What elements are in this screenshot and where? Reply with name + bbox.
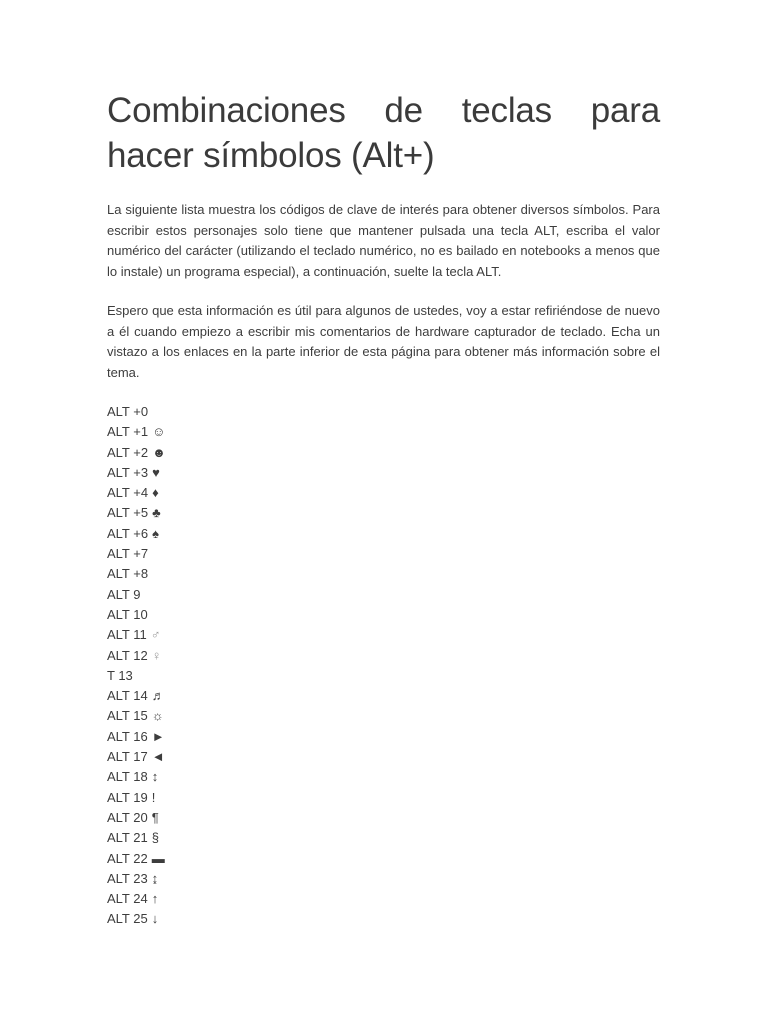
- alt-code-item: [107, 706, 660, 726]
- alt-code-item: [107, 767, 660, 787]
- alt-code-label: ALT +2: [107, 444, 149, 460]
- alt-code-item: [107, 443, 660, 463]
- alt-code-label: ALT 18: [107, 769, 148, 785]
- alt-code-symbol: !: [151, 789, 156, 805]
- alt-code-label: ALT 17: [107, 749, 148, 765]
- alt-code-item: [107, 503, 660, 523]
- alt-code-item: [107, 402, 660, 422]
- alt-code-symbol: ☼: [151, 708, 164, 724]
- alt-code-item: [107, 828, 660, 848]
- alt-code-item: [107, 605, 660, 625]
- alt-code-symbol: ♬: [151, 688, 165, 704]
- alt-code-label: ALT +5: [107, 505, 149, 521]
- alt-code-label: ALT 12: [107, 647, 148, 663]
- alt-code-item: [107, 909, 660, 929]
- alt-code-item: [107, 646, 660, 666]
- alt-code-symbol: ↕: [151, 769, 159, 785]
- alt-code-item: [107, 422, 660, 442]
- alt-code-item: [107, 625, 660, 645]
- alt-code-item: [107, 747, 660, 767]
- alt-code-label: ALT 25: [107, 911, 148, 927]
- alt-code-symbol: ♣: [152, 505, 161, 521]
- alt-code-label: ALT +0: [107, 404, 149, 419]
- alt-code-label: ALT 15: [107, 708, 148, 724]
- alt-code-item: [107, 544, 660, 564]
- alt-code-label: ALT +6: [107, 525, 149, 541]
- alt-code-item: [107, 666, 660, 686]
- alt-code-label: ALT +4: [107, 485, 149, 501]
- alt-code-label: ALT 14: [107, 688, 148, 704]
- alt-code-label: ALT 24: [107, 891, 148, 907]
- alt-code-item: [107, 463, 660, 483]
- alt-code-label: ALT 21: [107, 830, 148, 846]
- alt-code-label: ALT +7: [107, 546, 149, 562]
- alt-code-symbol: ↓: [151, 911, 159, 927]
- alt-code-symbol: ¶: [151, 809, 159, 825]
- alt-code-symbol: ♦: [152, 485, 159, 501]
- alt-code-symbol: ♂: [150, 627, 161, 643]
- document-title: Combinaciones de teclas para hacer símbolos (Alt+): [107, 91, 660, 175]
- alt-code-item: [107, 686, 660, 706]
- intro-paragraph: La siguiente lista muestra los códigos de clave de interés para obtener diversos símbolos. Para escribir estos personajes solo tiene que mantener pulsada una tecla ALT, escriba el valor numérico del carácter (utilizando el teclado numérico, no es bailado en notebooks a menos que lo instale) un programa especial), a continuación, suelte la tecla ALT.: [107, 202, 660, 279]
- second-paragraph: Espero que esta información es útil para algunos de ustedes, voy a estar refiriéndose de nuevo a él cuando empiezo a escribir mis comentarios de hardware capturador de teclado. Echa un vistazo a los enlaces en la parte inferior de esta página para obtener más información sobre el tema.: [107, 303, 660, 380]
- alt-code-symbol: ↨: [151, 870, 159, 886]
- alt-code-label: ALT +3: [107, 464, 149, 480]
- alt-code-symbol: ►: [151, 728, 165, 744]
- alt-code-item: [107, 808, 660, 828]
- alt-code-label: ALT +8: [107, 566, 149, 582]
- alt-code-label: ALT 20: [107, 809, 148, 825]
- alt-code-symbol: ☻: [152, 444, 166, 460]
- alt-code-symbol: ↑: [151, 891, 159, 907]
- alt-code-item: [107, 727, 660, 747]
- alt-code-symbol: ☺: [152, 424, 166, 440]
- alt-code-symbol: ♠: [152, 525, 159, 541]
- alt-code-label: ALT 16: [107, 728, 148, 744]
- alt-code-symbol: §: [151, 830, 159, 846]
- document-page: [107, 88, 660, 930]
- alt-code-item: [107, 869, 660, 889]
- alt-code-label: ALT 19: [107, 789, 148, 805]
- alt-code-label: ALT 23: [107, 870, 148, 886]
- alt-code-symbol: ◄: [151, 749, 165, 765]
- alt-code-list: [107, 402, 660, 930]
- alt-code-item: [107, 564, 660, 584]
- alt-code-item: [107, 889, 660, 909]
- alt-code-item: [107, 585, 660, 605]
- alt-code-label: ALT 9: [107, 586, 141, 602]
- alt-code-item: [107, 849, 660, 869]
- alt-code-label: ALT 22: [107, 850, 148, 866]
- alt-code-label: ALT 10: [107, 606, 148, 622]
- alt-code-label: ALT 11: [107, 627, 147, 643]
- alt-code-label: T 13: [107, 667, 133, 683]
- alt-code-symbol: ♥: [152, 464, 160, 480]
- alt-code-item: [107, 524, 660, 544]
- alt-code-symbol: ▬: [151, 850, 165, 866]
- alt-code-item: [107, 788, 660, 808]
- alt-code-item: [107, 483, 660, 503]
- alt-code-label: ALT +1: [107, 424, 149, 440]
- alt-code-symbol: ♀: [151, 647, 162, 663]
